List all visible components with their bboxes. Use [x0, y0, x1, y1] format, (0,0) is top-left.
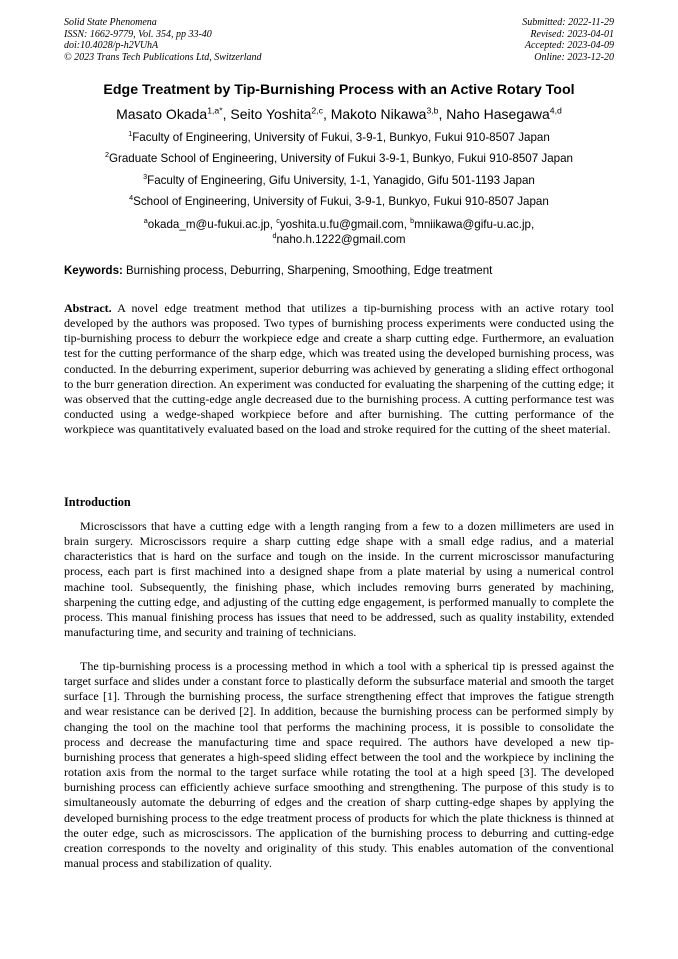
affiliation-text: School of Engineering, University of Fukui, 3-9-1, Bunkyo, Fukui 910-8507 Japan: [133, 195, 549, 208]
revised-date: Revised: 2023-04-01: [530, 28, 614, 40]
abstract-label: Abstract.: [64, 301, 112, 315]
author-name: Makoto Nikawa: [330, 106, 427, 122]
email-address[interactable]: mniikawa@gifu-u.ac.jp,: [414, 218, 535, 231]
journal-info: [64, 17, 262, 63]
email-address[interactable]: naho.h.1222@gmail.com: [276, 233, 406, 246]
affiliation-number: 4: [129, 193, 134, 203]
email-line-1: [0, 217, 678, 232]
online-date: Online: 2023-12-20: [534, 51, 614, 63]
affiliation-3: [0, 174, 678, 187]
affiliation-2: [0, 152, 678, 165]
affiliation-text: Graduate School of Engineering, University of Fukui 3-9-1, Bunkyo, Fukui 910-8507 Japan: [108, 152, 574, 165]
email-superscript: b: [410, 216, 415, 226]
copyright: © 2023 Trans Tech Publications Ltd, Switzerland: [64, 51, 262, 63]
email-address[interactable]: okada_m@u-fukui.ac.jp,: [147, 218, 273, 231]
author-separator: ,: [222, 106, 231, 122]
abstract: [64, 301, 614, 437]
email-superscript: a: [143, 216, 148, 226]
affiliation-4: [0, 195, 678, 208]
abstract-text: A novel edge treatment method that utilizes a tip-burnishing process with an active rotary tool developed by the authors was proposed. Two types of burnishing process experiments were conducted using the tip-burnishing process to deburr the workpiece edge and create a sharp cutting edge. Furthermore, an evaluation test for the cutting performance of the sharp edge, which was treated using the developed burnishing process, was conducted. In the deburring experiment, superior deburring was achieved by generating a sliding effect orthogonal to the burr generation direction. An experiment was conducted for evaluating the sharpening of the cutting edge; it was observed that the cutting-edge angle decreased due to the burnishing process. A cutting performance test was conducted using a wedge-shaped workpiece before and after burnishing. The cutting performance of the workpiece was quantitatively evaluated based on the load and stroke required for the cutting of the sheet material.: [64, 301, 614, 437]
author-superscript: 1,a*: [207, 105, 223, 116]
affiliation-number: 2: [104, 150, 109, 160]
author-superscript: 3,b: [426, 105, 439, 116]
author-superscript: 4,d: [549, 105, 562, 116]
introduction-paragraph-2: The tip-burnishing process is a processing method in which a tool with a spherical tip is pressed against the target surface and slides under a constant force to plastically deform the subsurface material and smooth the target surface [1]. Through the burnishing process, the surface strengthening effect that improves the fatigue strength and wear resistance can be derived [2]. In addition, because the burnishing process can be performed simply by changing the tool on the machine tool that performs the machining process, it is possible to consolidate the process and decrease the manufacturing time and space required. The authors have developed a new tip-burnishing process that generates a high-speed sliding effect between the tool and the workpiece by inclining the rotation axis from the normal to the target surface while rotating the tool at a high speed [3]. The developed burnishing process can efficiently achieve surface smoothing and strengthening. The purpose of this study is to simultaneously automate the deburring of edges and the creation of sharp cutting-edge shapes by applying the developed burnishing process to the edge treatment process of products for which the plate thickness is thinned at the outer edge, such as microscissors. The application of the burnishing process to deburring and cutting-edge creation corresponds to the novelty and originality of this study. This enables automation of the conventional manual process and stabilization of quality.: [64, 659, 614, 871]
introduction-paragraph-1: Microscissors that have a cutting edge with a length ranging from a few to a dozen millimeters are used in brain surgery. Microscissors require a sharp cutting edge shape with a small edge radius, and a material characteristics that is hard on the surface and tough on the inside. In the current microscissor manufacturing process, each part is first machined into a designed shape from a plate material by using a numerical control machine tool. Subsequently, the finishing phase, which includes removing burrs generated by machining, sharpening the cutting edge, and adjusting of the cutting edge engagement, is performed manually to complete the process. This manual finishing process has issues that need to be addressed, such as quality instability, extended manufacturing time, and security and training of technicians.: [64, 519, 614, 640]
author-name: Masato Okada: [116, 106, 208, 122]
journal-name: Solid State Phenomena: [64, 17, 157, 28]
keywords: [64, 265, 614, 277]
affiliation-text: Faculty of Engineering, Gifu University, 1-1, Yanagido, Gifu 501-1193 Japan: [147, 174, 535, 187]
affiliation-number: 3: [143, 172, 148, 182]
section-heading-introduction: Introduction: [64, 495, 131, 509]
affiliation-1: [0, 131, 678, 144]
email-address[interactable]: yoshita.u.fu@gmail.com,: [279, 218, 407, 231]
issn: ISSN: 1662-9779, Vol. 354, pp 33-40: [64, 28, 212, 40]
submitted-date: Submitted: 2022-11-29: [522, 17, 614, 28]
author-separator: ,: [322, 106, 331, 122]
email-line-2: [0, 232, 678, 247]
doi: doi:10.4028/p-h2VUhA: [64, 40, 159, 51]
author-separator: ,: [438, 106, 447, 122]
keywords-text: Burnishing process, Deburring, Sharpening, Smoothing, Edge treatment: [126, 265, 493, 277]
accepted-date: Accepted: 2023-04-09: [524, 40, 614, 51]
email-superscript: c: [276, 216, 280, 226]
email-superscript: d: [272, 231, 277, 241]
publication-dates: [522, 17, 614, 63]
affiliation-text: Faculty of Engineering, University of Fukui, 3-9-1, Bunkyo, Fukui 910-8507 Japan: [132, 131, 550, 144]
author-emails: [0, 217, 678, 247]
author-name: Naho Hasegawa: [446, 106, 550, 122]
author-name: Seito Yoshita: [230, 106, 312, 122]
affiliation-number: 1: [128, 129, 133, 139]
author-list: [0, 106, 678, 122]
keywords-label: Keywords:: [64, 265, 123, 277]
paper-title: Edge Treatment by Tip-Burnishing Process with an Active Rotary Tool: [103, 82, 575, 98]
author-superscript: 2,c: [311, 105, 323, 116]
